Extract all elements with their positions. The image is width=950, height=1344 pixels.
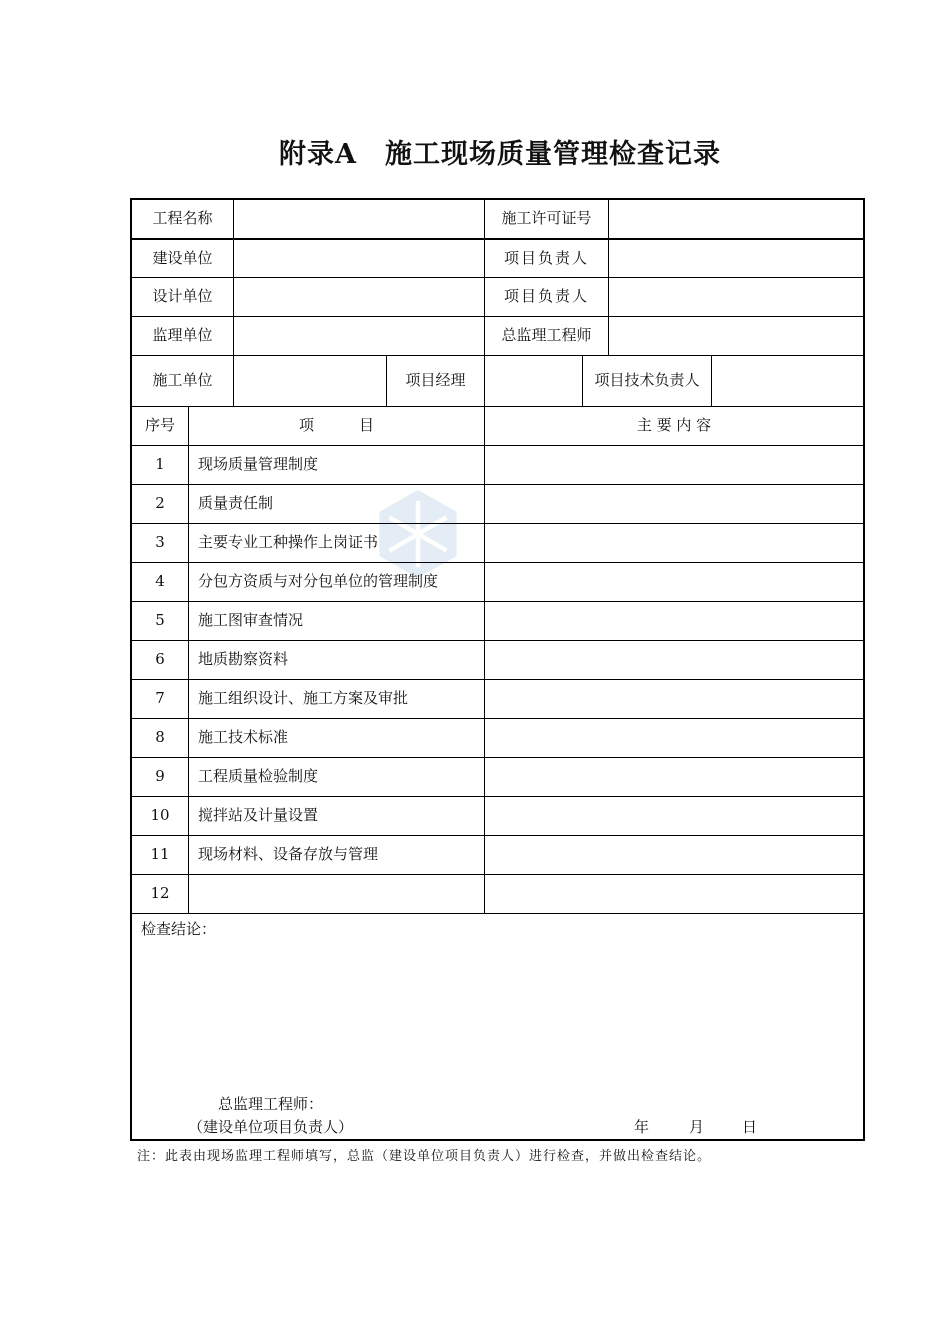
design-pm-field[interactable] xyxy=(609,278,863,316)
row-content-field[interactable] xyxy=(485,836,863,874)
row-number: 8 xyxy=(155,728,165,747)
owner-pm-label: 项目负责人 xyxy=(503,248,589,267)
row-content-field[interactable] xyxy=(485,641,863,679)
row-item-label: 现场材料、设备存放与管理 xyxy=(198,845,379,864)
row-item-label: 分包方资质与对分包单位的管理制度 xyxy=(198,572,439,591)
row-item-label: 现场质量管理制度 xyxy=(198,455,319,474)
row-number: 3 xyxy=(155,533,165,552)
conclusion-field[interactable] xyxy=(132,938,863,1088)
row-number: 12 xyxy=(150,884,170,903)
row-content-field[interactable] xyxy=(485,485,863,523)
col-no-header: 序号 xyxy=(144,416,175,435)
row-item-label: 主要专业工种操作上岗证书 xyxy=(198,533,379,552)
row-content-field[interactable] xyxy=(485,524,863,562)
row-number: 7 xyxy=(155,689,165,708)
row-number: 6 xyxy=(155,650,165,669)
row-number: 5 xyxy=(155,611,165,630)
row-content-field[interactable] xyxy=(485,446,863,484)
tech-leader-label: 项目技术负责人 xyxy=(594,371,700,390)
row-number: 9 xyxy=(155,767,165,786)
permit-no-label: 施工许可证号 xyxy=(501,209,592,228)
row-item-label: 工程质量检验制度 xyxy=(198,767,319,786)
col-content-header: 主 要 内 容 xyxy=(636,416,712,435)
chief-supervisor-field[interactable] xyxy=(609,317,863,355)
construction-unit-label: 施工单位 xyxy=(152,371,213,390)
tech-leader-field[interactable] xyxy=(712,356,863,406)
project-manager-field[interactable] xyxy=(485,356,582,406)
row-number: 1 xyxy=(155,455,165,474)
permit-no-field[interactable] xyxy=(609,200,863,238)
owner-unit-field[interactable] xyxy=(234,240,484,277)
row-number: 11 xyxy=(150,845,170,864)
row-number: 4 xyxy=(155,572,165,591)
row-item-label: 质量责任制 xyxy=(198,494,274,513)
row-item-label: 地质勘察资料 xyxy=(198,650,289,669)
design-unit-label: 设计单位 xyxy=(152,287,213,306)
project-manager-label: 项目经理 xyxy=(405,371,466,390)
chief-supervisor-signature-label: 总监理工程师： xyxy=(218,1095,324,1113)
project-name-field[interactable] xyxy=(234,200,484,238)
row-item-label: 施工技术标准 xyxy=(198,728,289,747)
construction-unit-field[interactable] xyxy=(234,356,386,406)
date-month: 月 xyxy=(689,1118,705,1136)
date-year: 年 xyxy=(634,1118,650,1136)
row-content-field[interactable] xyxy=(485,680,863,718)
row-item-label: 施工组织设计、施工方案及审批 xyxy=(198,689,409,708)
row-content-field[interactable] xyxy=(485,758,863,796)
col-item-header: 项 目 xyxy=(298,416,374,435)
date-day: 日 xyxy=(742,1118,758,1136)
supervision-unit-label: 监理单位 xyxy=(152,326,213,345)
design-unit-field[interactable] xyxy=(234,278,484,316)
owner-unit-label: 建设单位 xyxy=(152,248,213,267)
row-content-field[interactable] xyxy=(485,797,863,835)
footnote: 注：此表由现场监理工程师填写，总监（建设单位项目负责人）进行检查，并做出检查结论。 xyxy=(137,1149,712,1164)
row-item-label: 搅拌站及计量设置 xyxy=(198,806,319,825)
row-content-field[interactable] xyxy=(485,875,863,913)
row-content-field[interactable] xyxy=(485,563,863,601)
design-pm-label: 项目负责人 xyxy=(503,287,589,306)
owner-pm-field[interactable] xyxy=(609,240,863,277)
project-name-label: 工程名称 xyxy=(152,209,213,228)
row-number: 2 xyxy=(155,494,165,513)
owner-pm-signature-label: （建设单位项目负责人） xyxy=(188,1118,354,1136)
page-title: 附录A 施工现场质量管理检查记录 xyxy=(279,139,721,170)
chief-supervisor-label: 总监理工程师 xyxy=(501,326,592,345)
row-number: 10 xyxy=(150,806,170,825)
row-item-label xyxy=(189,875,484,913)
row-content-field[interactable] xyxy=(485,602,863,640)
row-content-field[interactable] xyxy=(485,719,863,757)
row-item-label: 施工图审查情况 xyxy=(198,611,304,630)
conclusion-label: 检查结论： xyxy=(141,920,217,938)
signature-date xyxy=(634,1116,757,1137)
supervision-unit-field[interactable] xyxy=(234,317,484,355)
